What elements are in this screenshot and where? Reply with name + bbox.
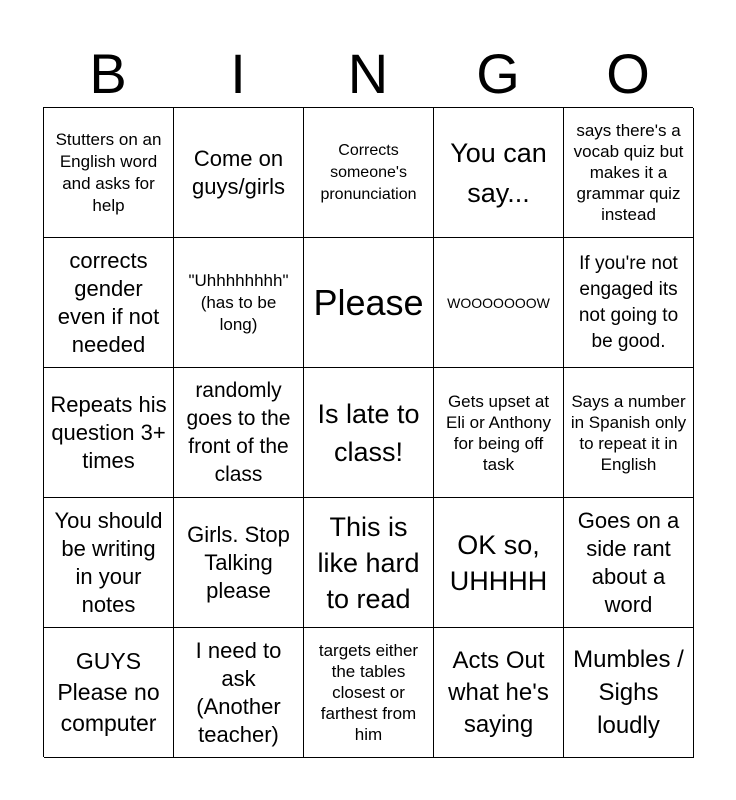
bingo-cell[interactable] [564, 368, 694, 498]
cell-text: Goes on a side rant about a word [577, 507, 680, 617]
cell-text: randomly goes to the front of the class [186, 378, 291, 486]
cell-text: You should be writing in your notes [54, 507, 163, 617]
cell-text: You can say... [450, 137, 547, 208]
bingo-cell[interactable] [174, 108, 304, 238]
bingo-cell[interactable] [174, 498, 304, 628]
cell-text: Gets upset at Eli or Anthony for being off task [446, 391, 551, 474]
cell-text: says there's a vocab quiz but makes it a grammar quiz instead [573, 121, 684, 224]
bingo-cell[interactable] [44, 108, 174, 238]
header-letter-i: I [230, 42, 246, 105]
cell-text: This is like hard to read [317, 511, 420, 614]
bingo-cell[interactable] [44, 238, 174, 368]
cell-text: Is late to class! [317, 398, 420, 467]
bingo-cell[interactable] [44, 368, 174, 498]
cell-text: Acts Out what he's saying [448, 646, 549, 738]
header-letter-b: B [89, 42, 127, 105]
bingo-cell[interactable] [304, 108, 434, 238]
header-letter-o: O [606, 42, 650, 105]
bingo-cell[interactable] [564, 628, 694, 758]
bingo-grid [43, 107, 693, 757]
cell-text: Corrects someone's pronunciation [320, 141, 417, 203]
cell-text: Girls. Stop Talking please [187, 521, 290, 603]
cell-text: "Uhhhhhhhh" (has to be long) [188, 270, 289, 334]
bingo-cell[interactable] [304, 368, 434, 498]
cell-text: Please [313, 281, 424, 323]
bingo-cell[interactable] [434, 498, 564, 628]
cell-text: Says a number in Spanish only to repeat it in English [570, 391, 687, 474]
bingo-cell[interactable] [564, 238, 694, 368]
cell-text: WOOOOOOOW [447, 294, 550, 311]
cell-text: Come on guys/girls [192, 145, 285, 199]
cell-text: Stutters on an English word and asks for help [55, 129, 162, 215]
bingo-cell[interactable] [434, 628, 564, 758]
bingo-cell[interactable] [564, 108, 694, 238]
cell-text: corrects gender even if not needed [57, 247, 160, 357]
bingo-cell[interactable] [174, 368, 304, 498]
bingo-cell[interactable] [304, 498, 434, 628]
cell-text: Repeats his question 3+ times [50, 391, 167, 473]
cell-text: OK so, UHHHH [449, 529, 548, 596]
bingo-cell[interactable] [434, 368, 564, 498]
cell-text: If you're not engaged its not going to be good. [578, 252, 679, 352]
cell-text: GUYS Please no computer [57, 648, 160, 736]
bingo-cell[interactable] [564, 498, 694, 628]
bingo-cell[interactable] [304, 628, 434, 758]
header-letter-g: G [476, 42, 520, 105]
bingo-cell[interactable] [434, 238, 564, 368]
cell-text: targets either the tables closest or farthest from him [318, 641, 419, 744]
header-letter-n: N [347, 42, 389, 105]
bingo-cell[interactable] [174, 238, 304, 368]
bingo-cell[interactable] [434, 108, 564, 238]
bingo-cell[interactable] [44, 498, 174, 628]
bingo-cell[interactable] [174, 628, 304, 758]
cell-text: Mumbles / Sighs loudly [573, 646, 684, 739]
bingo-cell[interactable] [304, 238, 434, 368]
bingo-cell[interactable] [44, 628, 174, 758]
cell-text: I need to ask (Another teacher) [195, 637, 282, 747]
bingo-header [43, 40, 693, 108]
